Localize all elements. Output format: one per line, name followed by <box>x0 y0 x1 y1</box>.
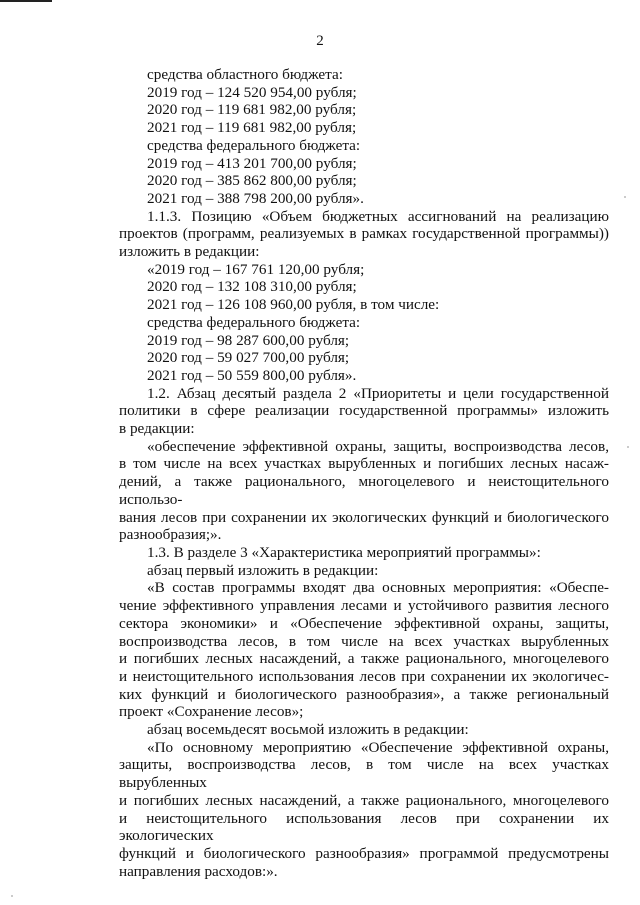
text-line: «По основному мероприятию «Обеспечение эффективной охраны, <box>147 738 609 756</box>
text-line: изложить в редакции: <box>119 243 260 261</box>
text-line: «обеспечение эффективной охраны, защиты, воспроизводства лесов, <box>147 437 609 455</box>
document-body <box>119 66 609 880</box>
page-number: 2 <box>316 33 324 49</box>
text-line: сектора экономики» и «Обеспечение эффективной охраны, защиты, <box>119 614 609 632</box>
text-line: абзац восемьдесят восьмой изложить в редакции: <box>147 721 469 739</box>
text-line: «В состав программы входят два основных мероприятия: «Обеспе- <box>147 579 609 597</box>
text-line: в том числе на всех участках вырубленных и погибших лесных насаж- <box>119 455 609 473</box>
text-line: вания лесов при сохранении их экологических функций и биологического <box>119 508 609 526</box>
text-line: 2019 год – 413 201 700,00 рубля; <box>147 154 357 172</box>
text-line: 2021 год – 126 108 960,00 рубля, в том числе: <box>147 296 440 314</box>
text-line: направления расходов:». <box>119 862 278 880</box>
text-line: 2020 год – 119 681 982,00 рубля; <box>147 101 357 119</box>
text-line: 2021 год – 119 681 982,00 рубля; <box>147 119 357 137</box>
text-line: ких функций и биологического разнообразия», а также региональный <box>119 685 609 703</box>
text-line: «2019 год – 167 761 120,00 рубля; <box>147 260 365 278</box>
text-line: чение эффективного управления лесами и устойчивого развития лесного <box>119 597 609 615</box>
text-line: и погибших лесных насаждений, а также рационального, многоцелевого <box>119 791 609 809</box>
text-line: средства федерального бюджета: <box>147 136 361 154</box>
text-line: воспроизводства лесов, в том числе на всех участках вырубленных <box>119 632 609 650</box>
text-line: дений, а также рационального, многоцелевого и неистощительного использо- <box>119 473 609 508</box>
text-line: 1.2. Абзац десятый раздела 2 «Приоритеты и цели государственной <box>147 384 609 402</box>
text-line: функций и биологического разнообразия» программой предусмотрены <box>119 844 609 862</box>
text-line: и неистощительного использования лесов при сохранении их экологичес- <box>119 667 609 685</box>
text-line: 2019 год – 98 287 600,00 рубля; <box>147 331 350 349</box>
scan-edge-mark <box>0 0 52 2</box>
text-line: 1.1.3. Позицию «Объем бюджетных ассигнований на реализацию <box>147 207 609 225</box>
text-line: и неистощительного использования лесов при сохранении их экологических <box>119 809 609 845</box>
text-line: 2021 год – 50 559 800,00 рубля». <box>147 366 357 384</box>
scan-speck <box>624 196 626 198</box>
text-line: средства федерального бюджета: <box>147 313 361 331</box>
text-line: 2020 год – 385 862 800,00 рубля; <box>147 172 357 190</box>
text-line: средства областного бюджета: <box>147 66 343 83</box>
text-line: в редакции: <box>119 420 195 438</box>
text-line: абзац первый изложить в редакции: <box>147 561 379 579</box>
text-line: 2019 год – 124 520 954,00 рубля; <box>147 83 357 101</box>
text-line: 1.3. В разделе 3 «Характеристика мероприятий программы»: <box>147 543 541 561</box>
text-line: 2021 год – 388 798 200,00 рубля». <box>147 189 364 207</box>
text-line: 2020 год – 59 027 700,00 рубля; <box>147 349 350 367</box>
text-line: защиты, воспроизводства лесов, в том числе на всех участках вырубленных <box>119 756 609 792</box>
text-line: 2020 год – 132 108 310,00 рубля; <box>147 278 357 296</box>
scan-speck <box>11 895 13 897</box>
text-line: проектов (программ, реализуемых в рамках государственной программы)) <box>119 225 609 243</box>
text-line: политики в сфере реализации государственной программы» изложить <box>119 402 609 420</box>
scan-speck <box>627 446 629 448</box>
text-line: и погибших лесных насаждений, а также рационального, многоцелевого <box>119 650 609 668</box>
text-line: проект «Сохранение лесов»; <box>119 703 304 721</box>
text-line: разнообразия;». <box>119 526 222 544</box>
